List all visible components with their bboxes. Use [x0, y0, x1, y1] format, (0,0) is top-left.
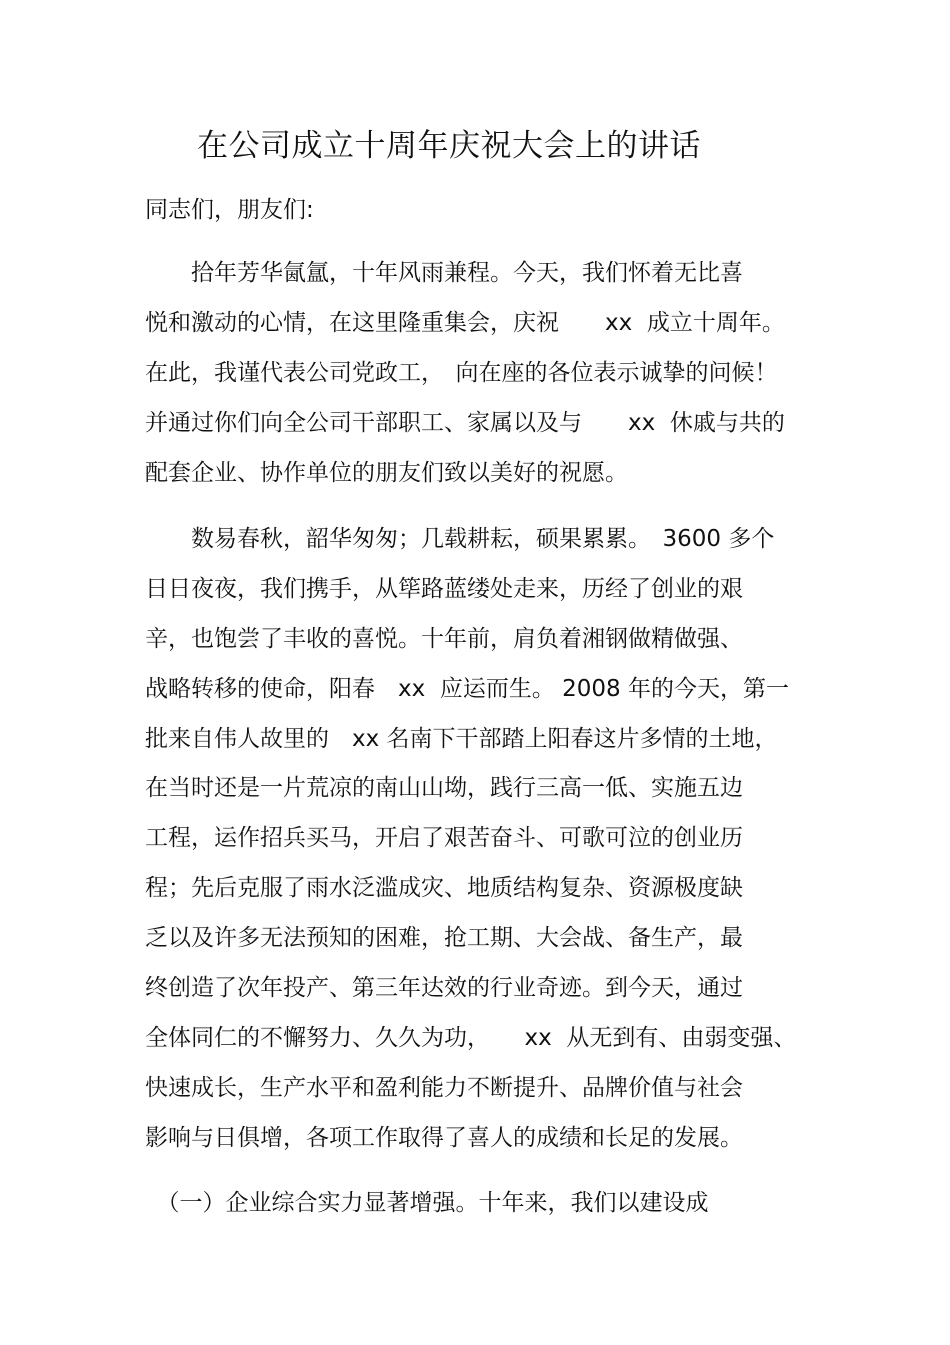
body-line: 在此，我谨代表公司党政工， 向在座的各位表示诚挚的问候！ [145, 360, 778, 386]
body-line: （一）企业综合实力显著增强。十年来，我们以建设成 [145, 1190, 709, 1216]
body-line: 配套企业、协作单位的朋友们致以美好的祝愿。 [145, 460, 628, 486]
body-line: 在当时还是一片荒凉的南山山坳，践行三高一低、实施五边 [145, 775, 743, 801]
body-line: 批来自伟人故里的 xx 名南下干部踏上阳春这片多情的土地， [145, 726, 778, 752]
greeting: 同志们，朋友们: [145, 197, 314, 223]
body-line: 程；先后克服了雨水泛滥成灾、地质结构复杂、资源极度缺 [145, 875, 743, 901]
body-line: 工程，运作招兵买马，开启了艰苦奋斗、可歌可泣的创业历 [145, 825, 743, 851]
body-line: 数易春秋，韶华匆匆；几载耕耘，硕果累累。 3600 多个 [145, 526, 775, 552]
body-line: 乏以及许多无法预知的困难，抢工期、大会战、备生产，最 [145, 925, 743, 951]
document-title: 在公司成立十周年庆祝大会上的讲话 [197, 128, 701, 164]
body-line: 全体同仁的不懈努力、久久为功， xx 从无到有、由弱变强、 [145, 1025, 797, 1051]
body-line: 悦和激动的心情，在这里隆重集会，庆祝 xx 成立十周年。 [145, 310, 785, 336]
body-line: 辛，也饱尝了丰收的喜悦。十年前，肩负着湘钢做精做强、 [145, 626, 743, 652]
body-line: 快速成长，生产水平和盈利能力不断提升、品牌价值与社会 [145, 1075, 743, 1101]
body-line: 终创造了次年投产、第三年达效的行业奇迹。到今天，通过 [145, 975, 743, 1001]
body-line: 影响与日俱增，各项工作取得了喜人的成绩和长足的发展。 [145, 1125, 743, 1151]
body-line: 并通过你们向全公司干部职工、家属以及与 xx 休戚与共的 [145, 410, 785, 436]
body-line: 日日夜夜，我们携手，从筚路蓝缕处走来，历经了创业的艰 [145, 576, 743, 602]
body-line: 战略转移的使命，阳春 xx 应运而生。 2008 年的今天，第一 [145, 676, 789, 702]
body-line: 拾年芳华氤氲，十年风雨兼程。今天，我们怀着无比喜 [145, 260, 743, 286]
